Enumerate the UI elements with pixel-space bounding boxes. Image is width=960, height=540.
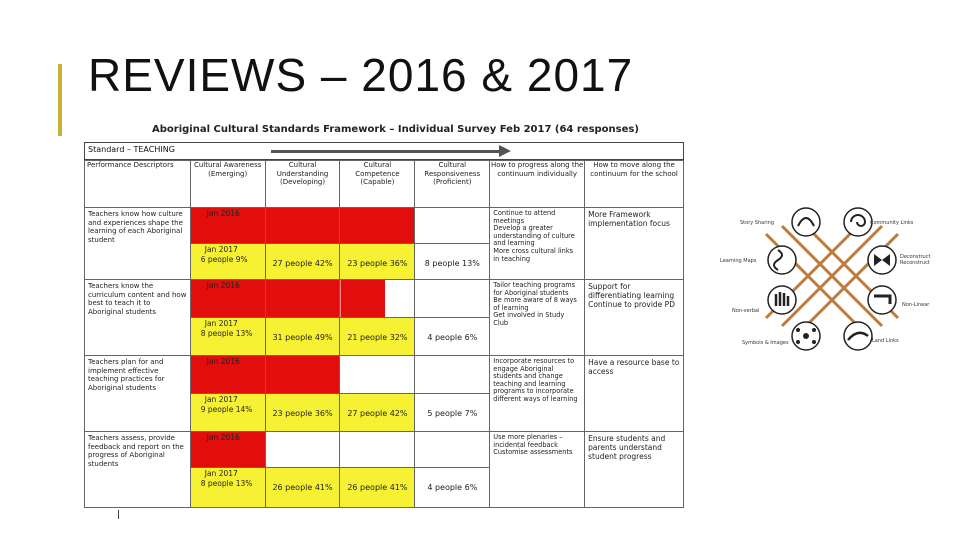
jan-2017-label: Jan 2017 (204, 395, 238, 404)
label-symbols-images: Symbols & Images (742, 340, 789, 346)
progress-notes: Incorporate resources to engage Aboriginal students and change teaching and learning programs to incorporate different ways of learning (490, 356, 585, 432)
understanding-2017-cell (265, 244, 340, 280)
school-notes: Ensure students and parents understand student progress (585, 432, 684, 508)
responsiveness-2016-cell (415, 208, 490, 244)
competence-2017-cell (340, 394, 415, 432)
row-descriptor: Teachers know how culture and experiences shape the learning of each Aboriginal student (85, 208, 191, 280)
jan-2016-label: Jan 2016 (206, 281, 240, 290)
table-header-row (85, 161, 684, 208)
understanding-2017-cell (265, 468, 340, 508)
label-non-verbal: Non-verbal (732, 308, 760, 314)
non-verbal-icon (768, 286, 796, 314)
symbols-images-icon (792, 322, 820, 350)
responsiveness-2017-cell (415, 394, 490, 432)
awareness-2017-cell (190, 318, 265, 356)
accent-bar (58, 64, 62, 136)
slide-tick-mark (118, 510, 119, 519)
understanding-2017-cell (265, 318, 340, 356)
community-links-icon (844, 208, 872, 236)
header-descriptors: Performance Descriptors (85, 161, 191, 208)
awareness-2017-value: 8 people 13% (200, 329, 253, 338)
header-responsiveness: Cultural Responsiveness (Proficient) (415, 161, 490, 208)
label-community-links: Community Links (870, 220, 914, 226)
understanding-2017-value: 26 people 41% (272, 483, 333, 492)
standard-label: Standard – TEACHING (88, 145, 175, 154)
row-descriptor: Teachers plan for and implement effective teaching practices for Aboriginal students (85, 356, 191, 432)
awareness-2017-value: 9 people 14% (200, 405, 253, 414)
table-row-2016 (85, 208, 684, 244)
awareness-2017-cell (190, 244, 265, 280)
framework-table (84, 160, 684, 508)
competence-2017-value: 27 people 42% (347, 409, 408, 418)
continuum-arrow-line (271, 150, 501, 153)
jan-2017-label: Jan 2017 (204, 469, 238, 478)
jan-2017-label: Jan 2017 (204, 319, 238, 328)
progress-notes: Continue to attend meetings Develop a greater understanding of culture and learning More cross cultural links in teaching (490, 208, 585, 280)
responsiveness-2017-value: 4 people 6% (427, 483, 478, 492)
responsiveness-2016-cell (415, 356, 490, 394)
competence-2016-cell (340, 280, 415, 318)
understanding-2016-cell (265, 356, 340, 394)
awareness-2016-cell (190, 280, 265, 318)
jan-2017-label: Jan 2017 (204, 245, 238, 254)
responsiveness-2017-cell (415, 318, 490, 356)
competence-2017-cell (340, 318, 415, 356)
awareness-2016-cell (190, 356, 265, 394)
table-row-2016 (85, 280, 684, 318)
responsiveness-2017-value: 8 people 13% (424, 259, 480, 268)
competence-2017-cell (340, 244, 415, 280)
responsiveness-2016-cell (415, 432, 490, 468)
header-competence: Cultural Competence (Capable) (340, 161, 415, 208)
understanding-2016-cell (265, 280, 340, 318)
deconstruct-icon (868, 246, 896, 274)
standard-row (84, 142, 684, 160)
label-learning-maps: Learning Maps (720, 258, 757, 264)
competence-2017-value: 26 people 41% (347, 483, 408, 492)
responsiveness-2017-cell (415, 468, 490, 508)
awareness-2017-value: 6 people 9% (200, 255, 248, 264)
awareness-2017-value: 8 people 13% (200, 479, 253, 488)
competence-2016-cell (340, 356, 415, 394)
competence-2017-cell (340, 468, 415, 508)
row-descriptor: Teachers assess, provide feedback and report on the progress of Aboriginal students (85, 432, 191, 508)
understanding-2017-value: 23 people 36% (272, 409, 333, 418)
awareness-2017-cell (190, 468, 265, 508)
continuum-arrow-head-icon (499, 145, 511, 157)
label-land-links: Land Links (872, 338, 899, 344)
label-story-sharing: Story Sharing (740, 220, 774, 226)
progress-notes: Use more plenaries – incidental feedback Customise assessments (490, 432, 585, 508)
row-descriptor: Teachers know the curriculum content and how best to teach it to Aboriginal students (85, 280, 191, 356)
understanding-2017-cell (265, 394, 340, 432)
understanding-2017-value: 31 people 49% (272, 333, 333, 342)
responsiveness-2017-value: 5 people 7% (427, 409, 478, 418)
header-awareness: Cultural Awareness (Emerging) (190, 161, 265, 208)
label-deconstruct: Deconstruct Reconstruct (900, 254, 931, 266)
school-notes: Support for differentiating learning Continue to provide PD (585, 280, 684, 356)
competence-2016-cell (340, 432, 415, 468)
responsiveness-2017-value: 4 people 6% (427, 333, 478, 342)
header-progress: How to progress along the continuum individually (490, 161, 585, 208)
non-linear-icon (868, 286, 896, 314)
jan-2016-label: Jan 2016 (206, 209, 240, 218)
story-sharing-icon (792, 208, 820, 236)
label-non-linear: Non-Linear (902, 302, 930, 308)
jan-2016-label: Jan 2016 (206, 357, 240, 366)
understanding-2016-cell (265, 432, 340, 468)
responsiveness-2016-cell (415, 280, 490, 318)
framework-survey-image (84, 120, 684, 512)
learning-maps-icon (768, 246, 796, 274)
header-school: How to move along the continuum for the school (585, 161, 684, 208)
school-notes: Have a resource base to access (585, 356, 684, 432)
school-notes: More Framework implementation focus (585, 208, 684, 280)
jan-2016-label: Jan 2016 (206, 433, 240, 442)
framework-title: Aboriginal Cultural Standards Framework – Individual Survey Feb 2017 (64 responses) (152, 124, 639, 135)
competence-2017-value: 21 people 32% (347, 333, 408, 342)
eight-ways-diagram (712, 196, 952, 366)
table-row-2016 (85, 356, 684, 394)
competence-2017-value: 23 people 36% (347, 259, 408, 268)
awareness-2016-cell (190, 432, 265, 468)
progress-notes: Tailor teaching programs for Aboriginal students Be more aware of 8 ways of learning Get involved in Study Club (490, 280, 585, 356)
table-row-2016 (85, 432, 684, 468)
land-links-icon (844, 322, 872, 350)
awareness-2016-cell (190, 208, 265, 244)
responsiveness-2017-cell (415, 244, 490, 280)
understanding-2017-value: 27 people 42% (272, 259, 333, 268)
woven-lines-icon (766, 218, 898, 334)
understanding-2016-cell (265, 208, 340, 244)
competence-2016-cell (340, 208, 415, 244)
header-understanding: Cultural Understanding (Developing) (265, 161, 340, 208)
awareness-2017-cell (190, 394, 265, 432)
slide-title: REVIEWS – 2016 & 2017 (88, 49, 634, 101)
